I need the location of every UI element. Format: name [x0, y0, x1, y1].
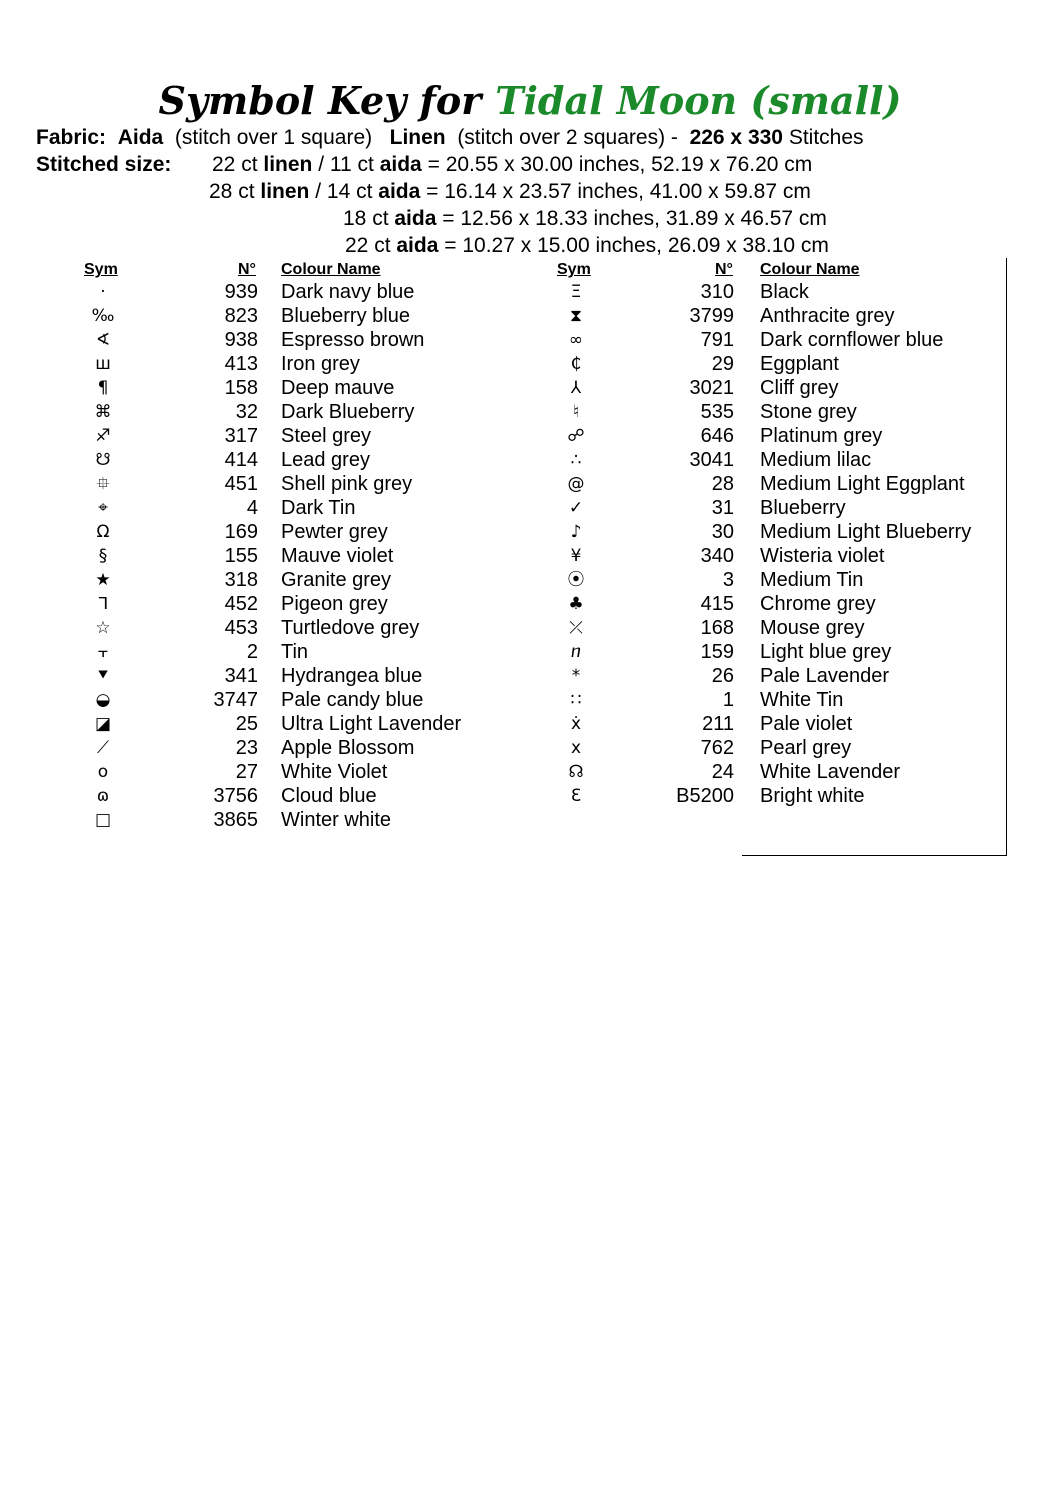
stitch-symbol: ♮	[572, 402, 580, 422]
colour-name: Black	[760, 281, 809, 303]
fabric-linen: Linen	[389, 126, 446, 149]
stitch-symbol: ☋	[95, 450, 111, 470]
size-pre: 28 ct	[209, 180, 255, 203]
thread-number: 938	[224, 329, 258, 351]
colour-name: Anthracite grey	[760, 305, 895, 327]
thread-number: 25	[235, 713, 258, 735]
header-name-left: Colour Name	[281, 261, 381, 278]
size-pre: 18 ct	[343, 207, 389, 230]
colour-name: Dark navy blue	[281, 281, 415, 303]
symbol-row	[0, 280, 1060, 304]
stitch-symbol: ◒	[95, 690, 111, 710]
stitch-symbol: ⅄	[570, 378, 582, 398]
thread-number: 3041	[689, 449, 734, 471]
colour-name: Cloud blue	[281, 785, 377, 807]
symbol-row	[0, 352, 1060, 376]
colour-name: Stone grey	[760, 401, 857, 423]
thread-number: 2	[246, 641, 258, 663]
colour-name: Medium Light Blueberry	[760, 521, 972, 543]
thread-number: 453	[224, 617, 258, 639]
colour-name: Iron grey	[281, 353, 360, 375]
thread-number: 211	[702, 713, 734, 735]
header-name-right: Colour Name	[760, 261, 860, 278]
thread-number: 451	[224, 473, 258, 495]
fabric-label: Fabric:	[36, 126, 107, 149]
size-mid: / 11 ct	[318, 153, 374, 176]
colour-name: Turtledove grey	[281, 617, 420, 639]
stitch-symbol: ☍	[567, 426, 585, 446]
stitch-symbol: ⧗	[570, 306, 582, 326]
colour-name: Pale Lavender	[760, 665, 889, 687]
colour-name: Pigeon grey	[281, 593, 388, 615]
fabric-line	[36, 125, 864, 151]
thread-number: 27	[235, 761, 258, 783]
thread-number: 317	[224, 425, 258, 447]
stitch-symbol: ⯐	[96, 474, 110, 494]
symbol-row	[0, 664, 1060, 688]
stitch-symbol: ☊	[568, 762, 584, 782]
pattern-name: Tidal Moon (small)	[495, 78, 902, 123]
stitch-symbol: x	[570, 738, 582, 758]
header-num-right: N°	[715, 261, 733, 278]
stitched-size-row-4	[345, 233, 829, 259]
thread-number: 341	[224, 665, 258, 687]
thread-number: 3747	[213, 689, 258, 711]
colour-name: Ultra Light Lavender	[281, 713, 462, 735]
size-fabric-1: linen	[263, 153, 313, 176]
symbol-row	[0, 544, 1060, 568]
size-fabric-1: linen	[260, 180, 310, 203]
thread-number: 168	[700, 617, 734, 639]
stitch-symbol: Ɛ	[570, 786, 582, 806]
stitched-size-label: Stitched size:	[36, 153, 172, 176]
stitch-symbol: ∷	[570, 690, 582, 710]
fabric-aida-note: (stitch over 1 square)	[174, 126, 373, 149]
fabric-linen-note: (stitch over 2 squares) -	[457, 126, 678, 149]
size-dims: = 12.56 x 18.33 inches, 31.89 x 46.57 cm	[442, 207, 827, 230]
stitch-symbol: ⌘	[94, 402, 112, 422]
thread-number: 26	[711, 665, 734, 687]
colour-name: Light blue grey	[760, 641, 892, 663]
colour-name: Granite grey	[281, 569, 392, 591]
colour-name: Wisteria violet	[760, 545, 885, 567]
thread-number: 939	[224, 281, 258, 303]
thread-number: 155	[224, 545, 258, 567]
stitches-word: Stitches	[788, 126, 864, 149]
symbol-row	[0, 616, 1060, 640]
symbol-row	[0, 808, 1060, 832]
symbol-row	[0, 472, 1060, 496]
stitch-symbol: ⦿	[567, 570, 585, 590]
header-sym-right: Sym	[557, 261, 591, 278]
colour-name: Mouse grey	[760, 617, 865, 639]
colour-name: Apple Blossom	[281, 737, 415, 759]
colour-name: White Violet	[281, 761, 388, 783]
symbol-row	[0, 520, 1060, 544]
thread-number: 791	[700, 329, 734, 351]
stitch-count: 226 x 330	[689, 126, 783, 149]
thread-number: 3	[722, 569, 734, 591]
thread-number: 158	[224, 377, 258, 399]
colour-name: Medium Light Eggplant	[760, 473, 965, 495]
symbol-row	[0, 784, 1060, 808]
colour-name: Medium Tin	[760, 569, 864, 591]
colour-name: Dark Blueberry	[281, 401, 415, 423]
symbol-row	[0, 760, 1060, 784]
size-fabric-2: aida	[379, 153, 422, 176]
stitch-symbol: □	[94, 810, 112, 830]
symbol-row	[0, 376, 1060, 400]
thread-number: 4	[246, 497, 258, 519]
thread-number: 32	[235, 401, 258, 423]
size-dims: = 16.14 x 23.57 inches, 41.00 x 59.87 cm	[426, 180, 811, 203]
stitch-symbol: ♪	[570, 522, 582, 542]
table-bottom-border	[742, 855, 1007, 856]
thread-number: 310	[700, 281, 734, 303]
title-prefix: Symbol Key for	[158, 78, 482, 123]
colour-name: White Lavender	[760, 761, 901, 783]
colour-name: Cliff grey	[760, 377, 839, 399]
size-pre: 22 ct	[212, 153, 258, 176]
colour-name: Platinum grey	[760, 425, 883, 447]
colour-name: Eggplant	[760, 353, 839, 375]
colour-name: Shell pink grey	[281, 473, 413, 495]
symbol-row	[0, 712, 1060, 736]
thread-number: 414	[224, 449, 258, 471]
stitch-symbol: ∢	[95, 330, 111, 350]
stitch-symbol: ♣	[568, 594, 584, 614]
symbol-row	[0, 640, 1060, 664]
thread-number: 24	[711, 761, 734, 783]
stitch-symbol: ◪	[94, 714, 112, 734]
stitch-symbol: ẋ	[570, 714, 582, 734]
colour-name: Blueberry blue	[281, 305, 410, 327]
symbol-row	[0, 400, 1060, 424]
stitched-size-row-1-values	[212, 152, 812, 178]
symbol-row	[0, 328, 1060, 352]
stitch-symbol: §	[98, 546, 108, 566]
stitch-symbol: ᒣ	[97, 594, 109, 614]
size-pre: 22 ct	[345, 234, 391, 257]
thread-number: 3021	[689, 377, 734, 399]
size-dims: = 20.55 x 30.00 inches, 52.19 x 76.20 cm	[427, 153, 813, 176]
colour-name: Chrome grey	[760, 593, 876, 615]
stitch-symbol: ⌖	[98, 498, 108, 518]
thread-number: B5200	[676, 785, 734, 807]
size-dims: = 10.27 x 15.00 inches, 26.09 x 38.10 cm	[444, 234, 829, 257]
stitch-symbol: ⯆	[96, 666, 110, 686]
symbol-row	[0, 688, 1060, 712]
colour-name: Winter white	[281, 809, 392, 831]
stitch-symbol: ★	[95, 570, 111, 590]
symbol-row	[0, 568, 1060, 592]
stitch-symbol: ⴖ	[570, 642, 582, 662]
colour-name: Medium lilac	[760, 449, 872, 471]
thread-number: 28	[711, 473, 734, 495]
thread-number: 23	[235, 737, 258, 759]
colour-name: Deep mauve	[281, 377, 395, 399]
stitch-symbol: ⟋	[97, 738, 109, 758]
stitch-symbol: ∴	[570, 450, 582, 470]
colour-name: Bright white	[760, 785, 865, 807]
stitch-symbol: ⤫	[569, 618, 583, 638]
thread-number: 823	[224, 305, 258, 327]
thread-number: 762	[700, 737, 734, 759]
thread-number: 340	[700, 545, 734, 567]
stitched-size-row-2	[209, 179, 811, 205]
stitch-symbol: ∞	[568, 330, 584, 350]
symbol-row	[0, 736, 1060, 760]
header-num-left: N°	[238, 261, 256, 278]
thread-number: 169	[224, 521, 258, 543]
stitch-symbol: ‰	[91, 306, 115, 326]
colour-name: Pearl grey	[760, 737, 852, 759]
stitched-size-row-1	[36, 152, 171, 178]
size-mid: / 14 ct	[315, 180, 373, 203]
symbol-row	[0, 592, 1060, 616]
stitched-size-row-3	[343, 206, 827, 232]
thread-number: 3756	[213, 785, 258, 807]
page-title	[0, 78, 1060, 124]
stitch-symbol: ·	[100, 282, 106, 302]
stitch-symbol: ɷ	[96, 786, 110, 806]
stitch-symbol: ₵	[570, 354, 582, 374]
stitch-symbol: Ω	[96, 522, 110, 542]
header-sym-left: Sym	[84, 261, 118, 278]
stitch-symbol: ⫟	[97, 642, 109, 662]
colour-name: Mauve violet	[281, 545, 394, 567]
thread-number: 318	[224, 569, 258, 591]
colour-name: Hydrangea blue	[281, 665, 423, 687]
stitch-symbol: ♐	[95, 426, 111, 446]
stitch-symbol: ш	[95, 354, 111, 374]
stitch-symbol: *	[571, 666, 581, 686]
colour-name: Pale violet	[760, 713, 853, 735]
colour-name: Espresso brown	[281, 329, 425, 351]
colour-name: Blueberry	[760, 497, 846, 519]
colour-name: Dark cornflower blue	[760, 329, 944, 351]
thread-number: 1	[722, 689, 734, 711]
stitch-symbol: ☆	[95, 618, 111, 638]
stitch-symbol: ¶	[97, 378, 109, 398]
thread-number: 413	[224, 353, 258, 375]
size-fabric-1: aida	[394, 207, 437, 230]
thread-number: 3799	[689, 305, 734, 327]
thread-number: 29	[711, 353, 734, 375]
colour-name: Steel grey	[281, 425, 372, 447]
thread-number: 30	[711, 521, 734, 543]
symbol-row	[0, 448, 1060, 472]
stitch-symbol: ¥	[570, 546, 582, 566]
size-fabric-1: aida	[396, 234, 439, 257]
stitch-symbol: Ξ	[570, 282, 582, 302]
colour-name: White Tin	[760, 689, 844, 711]
thread-number: 646	[700, 425, 734, 447]
thread-number: 31	[711, 497, 734, 519]
colour-name: Lead grey	[281, 449, 370, 471]
table-right-border	[1006, 258, 1007, 856]
colour-name: Pewter grey	[281, 521, 388, 543]
fabric-aida: Aida	[117, 126, 164, 149]
thread-number: 452	[224, 593, 258, 615]
stitch-symbol: @	[567, 474, 585, 494]
size-fabric-2: aida	[378, 180, 421, 203]
symbol-row	[0, 424, 1060, 448]
colour-name: Dark Tin	[281, 497, 356, 519]
thread-number: 535	[700, 401, 734, 423]
stitch-symbol: o	[97, 762, 109, 782]
thread-number: 3865	[213, 809, 258, 831]
symbol-row	[0, 496, 1060, 520]
thread-number: 159	[700, 641, 734, 663]
thread-number: 415	[700, 593, 734, 615]
colour-name: Pale candy blue	[281, 689, 424, 711]
symbol-row	[0, 304, 1060, 328]
colour-name: Tin	[281, 641, 309, 663]
stitch-symbol: ✓	[568, 498, 584, 518]
